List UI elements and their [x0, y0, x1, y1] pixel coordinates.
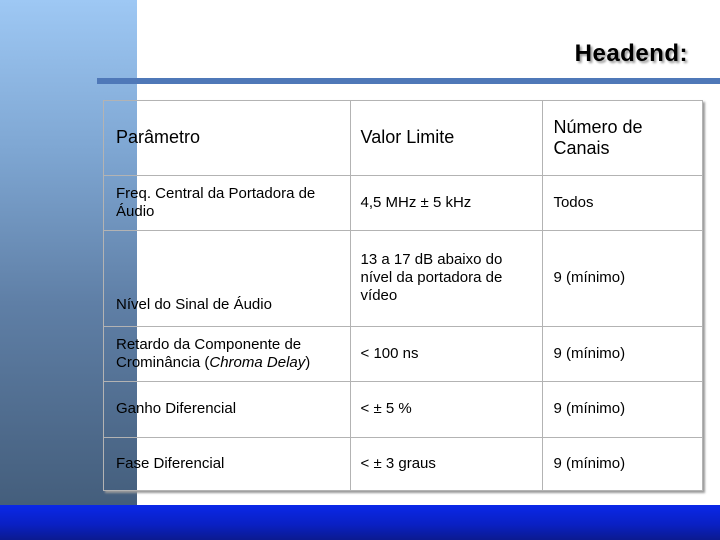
cell-valor: 4,5 MHz ± 5 kHz — [350, 176, 543, 231]
slide-title: Headend: — [574, 40, 688, 67]
cell-canais: Todos — [543, 176, 703, 231]
cell-canais: 9 (mínimo) — [543, 381, 703, 438]
cell-canais: 9 (mínimo) — [543, 230, 703, 326]
cell-canais: 9 (mínimo) — [543, 326, 703, 381]
cell-parametro-suffix: ) — [305, 353, 311, 371]
table-row — [104, 381, 703, 438]
header-valor-limite: Valor Limite — [350, 101, 543, 176]
parameter-table — [103, 100, 703, 491]
cell-canais: 9 (mínimo) — [543, 438, 703, 491]
header-parametro: Parâmetro — [104, 101, 351, 176]
table-header-row — [104, 101, 703, 176]
cell-valor: < 100 ns — [350, 326, 543, 381]
table-row — [104, 438, 703, 491]
cell-valor: < ± 5 % — [350, 381, 543, 438]
cell-parametro: Fase Diferencial — [104, 438, 351, 491]
bottom-bar — [0, 505, 720, 540]
cell-parametro: Ganho Diferencial — [104, 381, 351, 438]
header-numero-canais: Número de Canais — [543, 101, 703, 176]
table-row — [104, 230, 703, 326]
cell-parametro: Nível do Sinal de Áudio — [104, 230, 351, 326]
cell-valor: 13 a 17 dB abaixo do nível da portadora de vídeo — [350, 230, 543, 326]
cell-valor: < ± 3 graus — [350, 438, 543, 491]
cell-parametro-prefix: Retardo da Componente de Crominância ( — [116, 335, 302, 371]
table-row — [104, 326, 703, 381]
cell-parametro: Freq. Central da Portadora de Áudio — [104, 176, 351, 231]
cell-parametro — [104, 326, 351, 381]
cell-parametro-italic: Chroma Delay — [209, 353, 306, 371]
title-underline — [97, 78, 720, 84]
table-row — [104, 176, 703, 231]
